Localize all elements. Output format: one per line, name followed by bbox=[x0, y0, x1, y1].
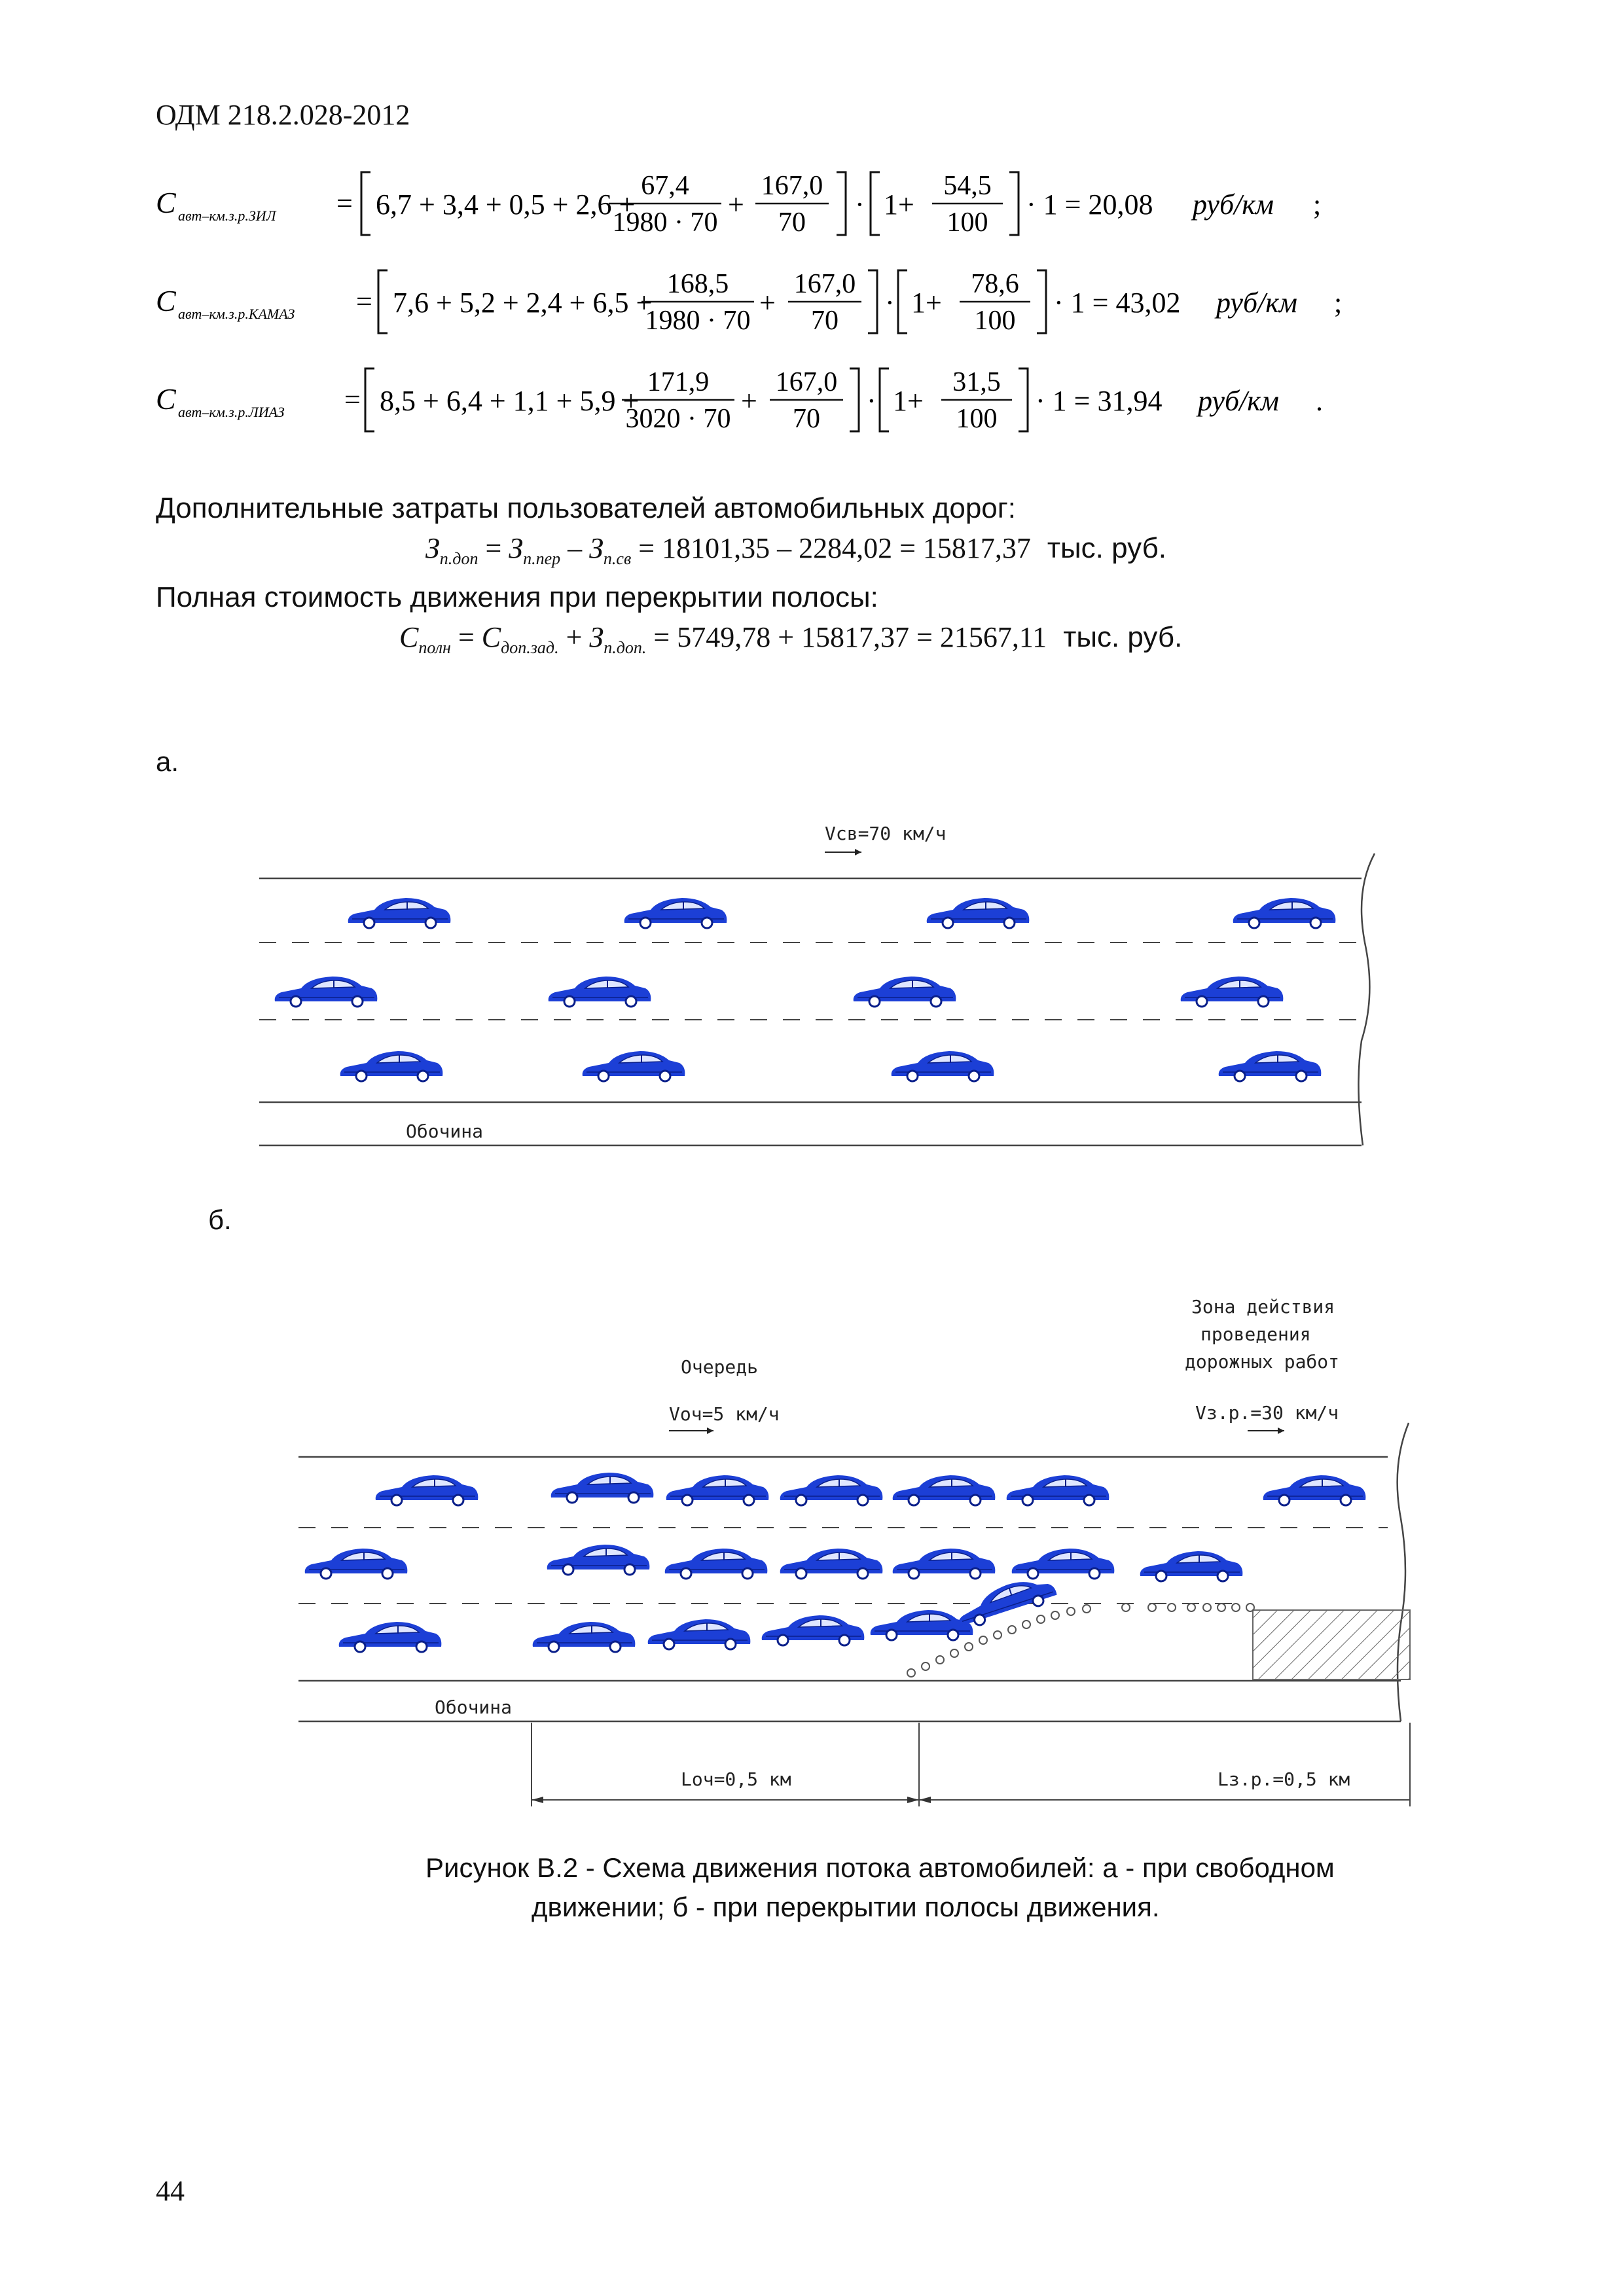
one-plus: 1+ bbox=[884, 188, 914, 221]
formula-terms: 7,6 + 5,2 + 2,4 + 6,5 + bbox=[393, 287, 653, 319]
formula-punct: . bbox=[1316, 385, 1323, 417]
formula-zil bbox=[151, 167, 1394, 239]
car-icon bbox=[648, 1619, 751, 1649]
zone-length-label: Lз.р.=0,5 км bbox=[1218, 1768, 1350, 1790]
zone-speed-label: Vз.р.=30 км/ч bbox=[1195, 1402, 1339, 1424]
car-icon bbox=[892, 1051, 994, 1081]
formula-punct: ; bbox=[1334, 287, 1343, 319]
frac-num: 167,0 bbox=[775, 367, 838, 397]
one-plus: 1+ bbox=[911, 287, 942, 319]
svg-text:·: · bbox=[867, 385, 876, 417]
formula-terms: 6,7 + 3,4 + 0,5 + 2,6 + bbox=[376, 188, 636, 221]
formula-lhs: C bbox=[156, 186, 176, 219]
car-icon bbox=[348, 898, 451, 928]
full-cost-formula: $С_{полн} = С_{доп.зад.} + З_{п.доп.} = 5749,78 + 15817,37 = 21567,11$ тыс. руб. bbox=[399, 621, 1183, 657]
car-icon bbox=[762, 1615, 865, 1645]
formula-lhs-sub: авт–км.з.р.ЗИЛ bbox=[178, 207, 276, 224]
zone-label-line1: Зона действия bbox=[1191, 1296, 1335, 1318]
page-number: 44 bbox=[156, 2175, 185, 2207]
formula-result: · 1 = 43,02 bbox=[1054, 287, 1181, 319]
merge-path-markers bbox=[907, 1604, 1254, 1677]
eq-unit: тыс. руб. bbox=[1047, 532, 1167, 564]
eq-symbol: З bbox=[509, 532, 524, 564]
car-icon bbox=[549, 977, 651, 1007]
queue-label: Очередь bbox=[681, 1356, 759, 1378]
eq-symbol: З bbox=[589, 621, 604, 653]
car-icon bbox=[583, 1051, 685, 1081]
car-icon bbox=[1233, 898, 1336, 928]
car-icon bbox=[780, 1549, 883, 1579]
one-plus: 1+ bbox=[893, 385, 924, 417]
eq-sub: п.пер bbox=[523, 549, 561, 568]
car-icon bbox=[275, 977, 378, 1007]
car-icon bbox=[665, 1549, 768, 1579]
eq-symbol: С bbox=[399, 621, 419, 653]
additional-costs-formula: $З_{п.доп} = З_{п.пер} - З_{п.св} = 18101,35 - 2284,02 = 15817,37$ тыс. руб. bbox=[425, 532, 1167, 568]
eq-expression: = 18101,35 – 2284,02 = 15817,37 bbox=[638, 532, 1031, 564]
svg-text:=: = bbox=[356, 285, 372, 317]
svg-text:=: = bbox=[344, 384, 361, 416]
frac-num: 168,5 bbox=[666, 269, 729, 299]
frac-den: 1980 · 70 bbox=[645, 306, 751, 336]
svg-text:+: + bbox=[759, 287, 776, 319]
bracket-open bbox=[361, 172, 370, 235]
car-icon bbox=[1263, 1475, 1366, 1505]
car-icon bbox=[547, 1545, 650, 1575]
speed-label: Vсв=70 км/ч bbox=[825, 823, 947, 844]
eq-symbol: З bbox=[425, 532, 440, 564]
car-icon bbox=[1012, 1549, 1115, 1579]
bracket-close bbox=[837, 172, 846, 235]
car-icon bbox=[780, 1475, 883, 1505]
formula-unit: руб/км bbox=[1198, 385, 1279, 417]
formula-unit: руб/км bbox=[1216, 287, 1297, 319]
shoulder-label: Обочина bbox=[435, 1696, 513, 1718]
zone-label-line3: дорожных работ bbox=[1185, 1351, 1340, 1372]
frac-den: 100 bbox=[947, 207, 988, 238]
eq-sub: доп.зад. bbox=[501, 638, 559, 657]
eq-sub: п.доп. bbox=[604, 638, 647, 657]
frac-num: 167,0 bbox=[761, 171, 823, 201]
eq-expression: = 5749,78 + 15817,37 = 21567,11 bbox=[653, 621, 1047, 653]
formula-result: · 1 = 31,94 bbox=[1036, 385, 1163, 417]
frac-den: 1980 · 70 bbox=[612, 207, 718, 238]
formula-terms: 8,5 + 6,4 + 1,1 + 5,9 + bbox=[380, 385, 640, 417]
car-icon bbox=[339, 1622, 442, 1652]
queue-speed-label: Vоч=5 км/ч bbox=[669, 1403, 780, 1425]
car-icon bbox=[551, 1473, 654, 1503]
car-icon bbox=[1219, 1051, 1322, 1081]
frac-den: 100 bbox=[956, 404, 998, 434]
frac-den: 70 bbox=[778, 207, 806, 238]
car-icon bbox=[533, 1622, 636, 1652]
formula-lhs: C bbox=[156, 284, 176, 317]
frac-num: 67,4 bbox=[641, 171, 689, 201]
car-icon bbox=[1140, 1551, 1243, 1581]
formula-liaz bbox=[151, 363, 1394, 435]
eq-sub: п.св bbox=[603, 549, 632, 568]
formula-zil-svg bbox=[151, 167, 1394, 239]
formula-punct: ; bbox=[1313, 188, 1322, 221]
figure-caption-line1: Рисунок В.2 - Схема движения потока автомобилей: а - при свободном bbox=[425, 1852, 1335, 1883]
frac-num: 167,0 bbox=[793, 269, 856, 299]
figure-label-a: а. bbox=[156, 746, 179, 777]
shoulder-label: Обочина bbox=[406, 1121, 484, 1142]
frac-num: 54,5 bbox=[943, 171, 992, 201]
document-header: ОДМ 218.2.028-2012 bbox=[156, 99, 410, 131]
eq-symbol: З bbox=[589, 532, 604, 564]
work-zone bbox=[1253, 1610, 1410, 1679]
diagram-b bbox=[288, 1283, 1427, 1833]
frac-num: 78,6 bbox=[971, 269, 1019, 299]
eq-sub: полн bbox=[418, 638, 451, 657]
formula-result: · 1 = 20,08 bbox=[1026, 188, 1153, 221]
car-icon bbox=[1181, 977, 1284, 1007]
diagram-a bbox=[249, 812, 1388, 1152]
car-icon bbox=[1007, 1475, 1110, 1505]
eq-unit: тыс. руб. bbox=[1063, 621, 1183, 653]
car-icon bbox=[871, 1610, 973, 1640]
frac-den: 100 bbox=[974, 306, 1016, 336]
car-icon bbox=[927, 898, 1030, 928]
frac-den: 70 bbox=[811, 306, 839, 336]
figure-label-b: б. bbox=[208, 1204, 232, 1235]
formula-kamaz bbox=[151, 265, 1394, 337]
figure-caption-line2: движении; б - при перекрытии полосы движения. bbox=[532, 1892, 1160, 1922]
car-icon bbox=[305, 1549, 408, 1579]
additional-costs-label: Дополнительные затраты пользователей автомобильных дорог: bbox=[156, 492, 1017, 524]
frac-den: 70 bbox=[793, 404, 820, 434]
car-icon bbox=[666, 1475, 769, 1505]
svg-text:+: + bbox=[741, 385, 757, 417]
car-icon bbox=[893, 1549, 996, 1579]
eq-symbol: С bbox=[481, 621, 501, 653]
frac-num: 171,9 bbox=[647, 367, 710, 397]
car-icon bbox=[624, 898, 727, 928]
formula-liaz-svg bbox=[151, 363, 1394, 435]
queue-length-label: Lоч=0,5 км bbox=[681, 1768, 791, 1790]
car-icon bbox=[854, 977, 956, 1007]
svg-text:+: + bbox=[728, 188, 744, 221]
formula-lhs-sub: авт–км.з.р.КАМАЗ bbox=[178, 306, 295, 322]
car-icon bbox=[340, 1051, 443, 1081]
formula-lhs: C bbox=[156, 382, 176, 416]
full-cost-label: Полная стоимость движения при перекрытии полосы: bbox=[156, 581, 878, 613]
formula-lhs-sub: авт–км.з.р.ЛИАЗ bbox=[178, 404, 285, 420]
car-icon bbox=[893, 1475, 996, 1505]
svg-text:=: = bbox=[336, 187, 353, 219]
formula-kamaz-svg bbox=[151, 265, 1394, 337]
eq-sub: п.доп bbox=[439, 549, 478, 568]
svg-text:·: · bbox=[855, 188, 865, 221]
car-icon bbox=[376, 1475, 478, 1505]
frac-den: 3020 · 70 bbox=[625, 404, 731, 434]
frac-num: 31,5 bbox=[952, 367, 1001, 397]
zone-label-line2: проведения bbox=[1200, 1323, 1311, 1345]
formula-unit: руб/км bbox=[1193, 188, 1274, 221]
svg-text:·: · bbox=[885, 287, 895, 319]
